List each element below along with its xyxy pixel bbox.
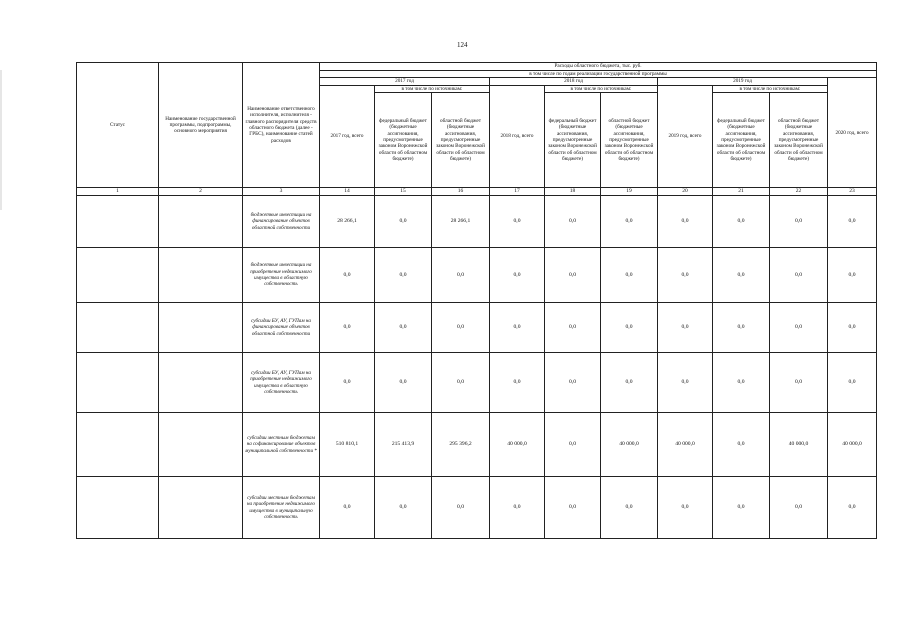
value-cell: 0,0 [770, 477, 828, 539]
value-cell: 0,0 [713, 248, 770, 303]
value-cell: 0,0 [601, 248, 658, 303]
value-cell: 0,0 [828, 353, 877, 413]
value-cell: 0,0 [320, 477, 375, 539]
column-number: 2 [159, 188, 243, 196]
value-cell: 0,0 [432, 303, 490, 353]
header-budget-title: Расходы областного бюджета, тыс. руб. [320, 63, 877, 71]
table-row [77, 477, 877, 539]
value-cell: 40 000,0 [770, 413, 828, 477]
value-cell: 0,0 [320, 303, 375, 353]
column-number: 17 [490, 188, 545, 196]
value-cell: 0,0 [658, 303, 713, 353]
table-row [77, 248, 877, 303]
column-number: 15 [375, 188, 432, 196]
header-executor-name: Наименование ответственного исполнителя, исполнителя - главного распорядителя средств областного бюджета (далее - ГРБС), наименование статей расходов [243, 63, 320, 188]
value-cell: 0,0 [545, 303, 601, 353]
expense-item-name: бюджетные инвестиции на приобретение недвижимого имущества в областную собственность [243, 248, 320, 303]
program-cell [159, 353, 243, 413]
program-cell [159, 196, 243, 248]
value-cell: 28 266,1 [432, 196, 490, 248]
table-row [77, 353, 877, 413]
value-cell: 0,0 [375, 303, 432, 353]
value-cell: 0,0 [713, 196, 770, 248]
column-number: 1 [77, 188, 159, 196]
column-number: 16 [432, 188, 490, 196]
table-row [77, 196, 877, 248]
header-2017-regional: областной бюджет (бюджетные ассигнования, предусмотренные законом Воронежской области об областном бюджете) [432, 93, 490, 188]
value-cell: 0,0 [490, 303, 545, 353]
value-cell: 0,0 [545, 477, 601, 539]
header-2018-sources: в том числе по источникам: [545, 85, 658, 92]
header-by-years: в том числе по годам реализации государственной программы [320, 71, 877, 78]
value-cell: 0,0 [770, 303, 828, 353]
expense-item-name: субсидии БУ, АУ, ГУПам на финансирование объектов областной собственности [243, 303, 320, 353]
header-2019-regional: областной бюджет (бюджетные ассигнования, предусмотренные законом Воронежской области об областном бюджете) [770, 93, 828, 188]
value-cell: 0,0 [658, 196, 713, 248]
budget-table [76, 62, 877, 539]
value-cell: 0,0 [713, 303, 770, 353]
program-cell [159, 413, 243, 477]
value-cell: 0,0 [432, 248, 490, 303]
value-cell: 0,0 [601, 353, 658, 413]
column-number: 23 [828, 188, 877, 196]
header-2018-federal: федеральный бюджет (бюджетные ассигнования, предусмотренные законом Воронежской области об областном бюджете) [545, 93, 601, 188]
value-cell: 0,0 [432, 353, 490, 413]
column-number: 21 [713, 188, 770, 196]
value-cell: 40 000,0 [490, 413, 545, 477]
value-cell: 0,0 [828, 196, 877, 248]
header-2019-federal: федеральный бюджет (бюджетные ассигнования, предусмотренные законом Воронежской области об областном бюджете) [713, 93, 770, 188]
value-cell: 0,0 [658, 248, 713, 303]
value-cell: 0,0 [432, 477, 490, 539]
value-cell: 0,0 [713, 353, 770, 413]
value-cell: 0,0 [601, 303, 658, 353]
value-cell: 0,0 [375, 248, 432, 303]
value-cell: 0,0 [490, 196, 545, 248]
value-cell: 0,0 [828, 248, 877, 303]
status-cell [77, 477, 159, 539]
page-number: 124 [457, 41, 468, 49]
value-cell: 0,0 [601, 477, 658, 539]
value-cell: 0,0 [545, 353, 601, 413]
value-cell: 40 000,0 [828, 413, 877, 477]
header-2019-total: 2019 год, всего [658, 85, 713, 187]
program-cell [159, 303, 243, 353]
value-cell: 0,0 [601, 196, 658, 248]
status-cell [77, 248, 159, 303]
value-cell: 0,0 [713, 477, 770, 539]
value-cell: 0,0 [490, 353, 545, 413]
value-cell: 0,0 [545, 413, 601, 477]
value-cell: 510 810,1 [320, 413, 375, 477]
header-year-2017: 2017 год [320, 78, 490, 85]
column-number: 19 [601, 188, 658, 196]
value-cell: 215 413,9 [375, 413, 432, 477]
table-row [77, 303, 877, 353]
column-number: 18 [545, 188, 601, 196]
header-2018-regional: областной бюджет (бюджетные ассигнования, предусмотренные законом Воронежской области об областном бюджете) [601, 93, 658, 188]
value-cell: 28 266,1 [320, 196, 375, 248]
status-cell [77, 196, 159, 248]
expense-item-name: субсидии местным бюджетам на приобретение недвижимого имущества в муниципальную собственность [243, 477, 320, 539]
value-cell: 0,0 [490, 477, 545, 539]
expense-item-name: бюджетные инвестиции на финансирование объектов областной собственности [243, 196, 320, 248]
program-cell [159, 477, 243, 539]
program-cell [159, 248, 243, 303]
value-cell: 0,0 [545, 248, 601, 303]
header-2017-sources: в том числе по источникам: [375, 85, 490, 92]
header-2019-sources: в том числе по источникам: [713, 85, 828, 92]
value-cell: 0,0 [713, 413, 770, 477]
scan-edge-mark [0, 70, 2, 210]
status-cell [77, 303, 159, 353]
status-cell [77, 353, 159, 413]
value-cell: 0,0 [490, 248, 545, 303]
column-number: 22 [770, 188, 828, 196]
header-status: Статус [77, 63, 159, 188]
column-number: 3 [243, 188, 320, 196]
header-year-2018: 2018 год [490, 78, 658, 85]
value-cell: 40 000,0 [601, 413, 658, 477]
value-cell: 0,0 [545, 196, 601, 248]
table-row [77, 413, 877, 477]
header-year-2019: 2019 год [658, 78, 828, 85]
header-2018-total: 2018 год, всего [490, 85, 545, 187]
value-cell: 295 396,2 [432, 413, 490, 477]
header-2017-federal: федеральный бюджет (бюджетные ассигнования, предусмотренные законом Воронежской области об областном бюджете) [375, 93, 432, 188]
column-number: 14 [320, 188, 375, 196]
value-cell: 0,0 [770, 196, 828, 248]
value-cell: 0,0 [828, 303, 877, 353]
value-cell: 0,0 [375, 196, 432, 248]
status-cell [77, 413, 159, 477]
value-cell: 0,0 [658, 477, 713, 539]
value-cell: 0,0 [770, 353, 828, 413]
header-program-name: Наименование государственной программы, подпрограммы, основного мероприятия [159, 63, 243, 188]
expense-item-name: субсидии БУ, АУ, ГУПам на приобретение недвижимого имущества в областную собственность [243, 353, 320, 413]
expense-item-name: субсидии местным бюджетам на софинансирование объектов муниципальной собственности * [243, 413, 320, 477]
value-cell: 0,0 [320, 248, 375, 303]
header-2017-total: 2017 год, всего [320, 85, 375, 187]
header-2020-total: 2020 год, всего [828, 78, 877, 188]
value-cell: 0,0 [828, 477, 877, 539]
value-cell: 0,0 [658, 353, 713, 413]
data-rows [77, 196, 877, 539]
value-cell: 0,0 [375, 353, 432, 413]
value-cell: 0,0 [320, 353, 375, 413]
value-cell: 40 000,0 [658, 413, 713, 477]
value-cell: 0,0 [770, 248, 828, 303]
column-number: 20 [658, 188, 713, 196]
value-cell: 0,0 [375, 477, 432, 539]
